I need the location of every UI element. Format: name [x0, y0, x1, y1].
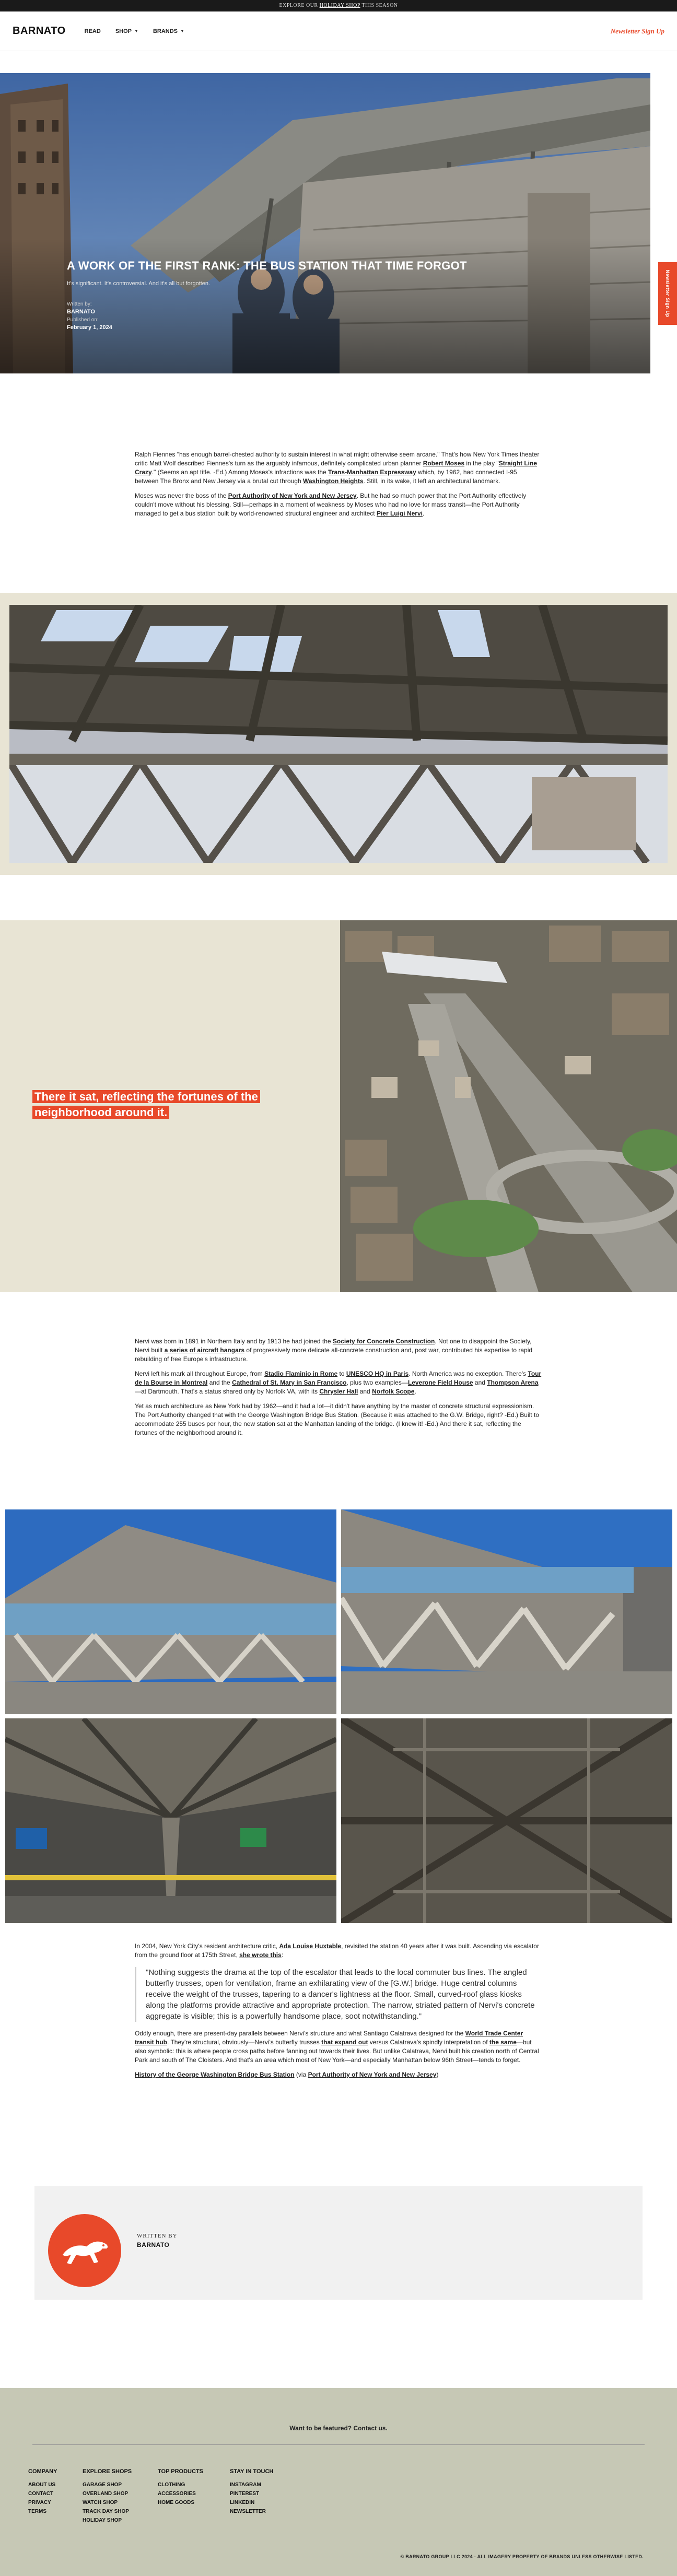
- inline-link[interactable]: a series of aircraft hangars: [164, 1346, 245, 1354]
- closing-paragraph-1: [135, 1942, 542, 1960]
- inline-link[interactable]: Washington Heights: [302, 477, 364, 485]
- nav-brands-label: BRANDS: [153, 28, 178, 34]
- inline-link[interactable]: Straight Line Crazy: [135, 460, 538, 476]
- nav-shop[interactable]: [115, 28, 138, 34]
- paragraph-text: .: [422, 510, 425, 517]
- footer-column-shops: [83, 2467, 132, 2525]
- paragraph-text: Nervi left his mark all throughout Europe, from: [135, 1370, 265, 1377]
- article-title: A WORK OF THE FIRST RANK: THE BUS STATION THAT TIME FORGOT: [67, 259, 467, 272]
- paragraph-text: .: [414, 1388, 416, 1395]
- inline-link[interactable]: the same: [489, 2039, 517, 2046]
- aerial-photo-svg: [340, 920, 677, 1292]
- exterior-left-svg: [5, 1509, 336, 1714]
- author-card: [34, 2186, 643, 2300]
- footer-link[interactable]: GARAGE SHOP: [83, 2482, 122, 2488]
- intro-paragraph-1: [135, 450, 542, 486]
- promo-bar: [0, 0, 677, 11]
- footer-divider: [32, 2444, 645, 2445]
- footer-column-products: [158, 2467, 203, 2507]
- paragraph-text: In 2004, New York City's resident architecture critic,: [135, 1942, 279, 1950]
- inline-link[interactable]: Stadio Flaminio in Rome: [264, 1370, 338, 1377]
- site-footer: [0, 2388, 677, 2576]
- footer-link[interactable]: HOLIDAY SHOP: [83, 2518, 122, 2523]
- footer-heading: COMPANY: [28, 2468, 57, 2475]
- author-name[interactable]: BARNATO: [67, 309, 95, 315]
- nav-shop-label: SHOP: [115, 28, 132, 34]
- inline-link[interactable]: Society for Concrete Construction: [332, 1338, 435, 1345]
- footer-link[interactable]: CONTACT: [28, 2491, 54, 2497]
- footer-heading: STAY IN TOUCH: [230, 2468, 274, 2475]
- body-text: [135, 1337, 542, 1443]
- closing-paragraph-2: [135, 2029, 542, 2065]
- footer-link[interactable]: CLOTHING: [158, 2482, 185, 2488]
- inline-link[interactable]: UNESCO HQ in Paris: [346, 1370, 409, 1377]
- paragraph-text: . North America was no exception. There's: [408, 1370, 528, 1377]
- platform-left-svg: [5, 1718, 336, 1923]
- footer-link[interactable]: INSTAGRAM: [230, 2482, 261, 2488]
- exterior-right-svg: [341, 1509, 672, 1714]
- inline-link[interactable]: History of the George Washington Bridge Bus Station: [135, 2071, 295, 2078]
- promo-text: EXPLORE OUR: [279, 3, 318, 8]
- nav-read-label: READ: [84, 28, 101, 34]
- footer-link[interactable]: ACCESSORIES: [158, 2491, 196, 2497]
- paragraph-text: ): [436, 2071, 439, 2078]
- footer-link[interactable]: WATCH SHOP: [83, 2500, 118, 2505]
- footer-link[interactable]: PRIVACY: [28, 2500, 51, 2505]
- inline-link[interactable]: Port Authority of New York and New Jersey: [228, 492, 357, 499]
- closing-text: [135, 1942, 542, 2085]
- newsletter-side-tab[interactable]: [658, 262, 677, 325]
- inline-link[interactable]: she wrote this: [239, 1951, 282, 1959]
- huxtable-quote: "Nothing suggests the drama at the top of the escalator that leads to the local commuter bus lines. The angled butterfly trusses, open for ventilation, frame an exhilarating view of the [G.W.] bridge. Huge central columns receive the weight of the trusses, tapering to a dancer's lightness at the floor. Small, curved-roof glass kiosks along the platforms provide attractive and appropriate protection. The narrow, striated pattern of Nervi's concrete aggregate is visible; this is a powerfully handsome place, soot notwithstanding.": [135, 1967, 542, 2022]
- exterior-photo-right: [341, 1509, 672, 1714]
- side-tab-label: Newsletter Sign Up: [665, 270, 670, 318]
- inline-link[interactable]: Chrysler Hall: [319, 1388, 358, 1395]
- paragraph-text: in the play ": [464, 460, 499, 467]
- interior-truss-photo: [9, 605, 668, 863]
- footer-link[interactable]: TRACK DAY SHOP: [83, 2509, 129, 2514]
- aerial-photo: [340, 920, 677, 1292]
- featured-cta[interactable]: Want to be featured? Contact us.: [289, 2425, 388, 2432]
- truss-photo-svg: [9, 605, 668, 863]
- inline-link[interactable]: Pier Luigi Nervi: [376, 510, 423, 517]
- pull-quote-text: There it sat, reflecting the fortunes of the neighborhood around it.: [32, 1090, 260, 1119]
- paragraph-text: . Not one to disappoint the Society, Nervi built: [135, 1338, 532, 1354]
- body-paragraph-3: [135, 1402, 542, 1437]
- written-by-label: Written by:: [67, 301, 92, 307]
- nav-brands[interactable]: [153, 28, 184, 34]
- platform-photo-left: [5, 1718, 336, 1923]
- promo-tail: THIS SEASON: [361, 3, 398, 8]
- footer-link[interactable]: TERMS: [28, 2509, 46, 2514]
- footer-heading: EXPLORE SHOPS: [83, 2468, 132, 2475]
- promo-link[interactable]: HOLIDAY SHOP: [319, 3, 360, 8]
- nav-read[interactable]: [85, 28, 101, 34]
- paragraph-text: —at Dartmouth. That's a status shared only by Norfolk VA, with its: [135, 1388, 320, 1395]
- ceiling-truss-svg: [341, 1718, 672, 1923]
- inline-link[interactable]: Port Authority of New York and New Jersey: [308, 2071, 437, 2078]
- footer-heading: TOP PRODUCTS: [158, 2468, 203, 2475]
- paragraph-text: . Still, in its wake, it left an architectural landmark.: [363, 477, 500, 485]
- paragraph-text: . But he had so much power that the Port Authority effectively couldn't move without his blessing. Still—perhaps in a moment of weakness by Moses who had no love for mass transit—the Port Authority managed to get a bus station built by world-renowned structural engineer and architect: [135, 492, 527, 517]
- footer-column-social: [230, 2467, 273, 2516]
- footer-link[interactable]: OVERLAND SHOP: [83, 2491, 129, 2497]
- footer-link[interactable]: NEWSLETTER: [230, 2509, 266, 2514]
- paragraph-text: of progressively more delicate all-concrete construction and, post war, contributed his expertise to rapid rebuilding of free Europe's infrastructure.: [135, 1346, 533, 1363]
- paragraph-text: —but also symbolic: this is where people cross paths before fanning out towards their lives. But unlike Calatrava, Nervi built his creation north of Central Park and south of The Cloisters. And that's an area which most of New York—and especially Manhattan below 96th Street—tends to forget.: [135, 2039, 539, 2064]
- paragraph-text: , plus two examples—: [346, 1379, 408, 1386]
- paragraph-text: versus Calatrava's spindly interpretation of: [368, 2039, 489, 2046]
- paragraph-text: Ralph Fiennes "has enough barrel-chested authority to sustain interest in what might otherwise seem arcane." That's how New York Times theater critic Matt Wolf described Fiennes's turn as the arguably infamous, definitely complicated urban planner: [135, 451, 540, 467]
- paragraph-text: which, by 1962, had connected I-95 between The Bronx and New Jersey via a brutal cut through: [135, 469, 517, 485]
- running-animal-icon: [48, 2214, 121, 2287]
- inline-link[interactable]: Tour de la Bourse in Montreal: [135, 1370, 542, 1386]
- paragraph-text: Nervi was born in 1891 in Northern Italy and by 1913 he had joined the: [135, 1338, 333, 1345]
- paragraph-text: Oddly enough, there are present-day parallels between Nervi's structure and what Santiago Calatrava designed for the: [135, 2030, 465, 2037]
- paragraph-text: and the: [207, 1379, 232, 1386]
- paragraph-text: and: [473, 1379, 487, 1386]
- article-meta: [67, 300, 112, 332]
- paragraph-text: :: [281, 1951, 284, 1959]
- intro-text: [135, 450, 542, 524]
- inline-link[interactable]: Trans-Manhattan Expressway: [328, 469, 416, 476]
- intro-paragraph-2: [135, 491, 542, 518]
- source-citation: [135, 2070, 542, 2079]
- pull-quote: [32, 1089, 262, 1120]
- exterior-photo-left: [5, 1509, 336, 1714]
- ceiling-truss-photo: [341, 1718, 672, 1923]
- author-avatar: [48, 2214, 121, 2287]
- body-paragraph-1: [135, 1337, 542, 1364]
- footer-link[interactable]: ABOUT US: [28, 2482, 56, 2488]
- article-subtitle: It's significant. It's controversial. And it's all but forgotten.: [67, 280, 211, 287]
- inline-link[interactable]: Ada Louise Huxtable: [279, 1942, 342, 1950]
- footer-link[interactable]: LINKEDIN: [230, 2500, 255, 2505]
- chevron-down-icon: ▼: [180, 29, 184, 33]
- paragraph-text: and: [358, 1388, 372, 1395]
- inline-link[interactable]: Norfolk Scope: [372, 1388, 415, 1395]
- body-paragraph-2: [135, 1369, 542, 1396]
- inline-link[interactable]: that expand out: [321, 2039, 368, 2046]
- paragraph-text: . They're structural, obviously—Nervi's butterfly trusses: [167, 2039, 322, 2046]
- paragraph-text: Moses was never the boss of the: [135, 492, 228, 499]
- inline-link[interactable]: World Trade Center transit hub: [135, 2030, 523, 2046]
- newsletter-signup-link[interactable]: Newsletter Sign Up: [610, 27, 664, 35]
- paragraph-text: (via: [294, 2071, 308, 2078]
- copyright: © BARNATO GROUP LLC 2024 - ALL IMAGERY PROPERTY OF BRANDS UNLESS OTHERWISE LISTED.: [400, 2554, 644, 2559]
- logo[interactable]: BARNATO: [13, 25, 66, 37]
- chevron-down-icon: ▼: [134, 29, 138, 33]
- paragraph-text: Yet as much architecture as New York had by 1962—and it had a lot—it didn't have anything by the master of concrete structural expressionism. The Port Authority changed that with the George Washington Bridge Bus Station. (Because it was attached to the G.W. Bridge, right? -Ed.) Built to accommodate 255 buses per hour, the new station sat at the Manhattan landing of the bridge. (I knew it! -Ed.) And there it sat, reflecting the fortunes of the neighborhood around it.: [135, 1402, 539, 1436]
- footer-link[interactable]: PINTEREST: [230, 2491, 260, 2497]
- inline-link[interactable]: Robert Moses: [423, 460, 465, 467]
- paragraph-text: , revisited the station 40 years after it was built. Ascending via escalator from the ground floor at 175th Street,: [135, 1942, 539, 1959]
- paragraph-text: to: [337, 1370, 346, 1377]
- inline-link[interactable]: Leverone Field House: [407, 1379, 473, 1386]
- published-label: Published on:: [67, 317, 99, 323]
- written-by-caption: WRITTEN BY: [137, 2233, 178, 2239]
- footer-link[interactable]: HOME GOODS: [158, 2500, 195, 2505]
- publish-date: February 1, 2024: [67, 324, 112, 331]
- inline-link[interactable]: Cathedral of St. Mary in San Francisco: [232, 1379, 347, 1386]
- writer-name[interactable]: BARNATO: [137, 2241, 170, 2249]
- inline-link[interactable]: Thompson Arena: [487, 1379, 539, 1386]
- top-navigation: [0, 11, 677, 51]
- paragraph-text: ." (Seems an apt title. -Ed.) Among Moses's infractions was the: [151, 469, 329, 476]
- footer-column-company: [28, 2467, 57, 2516]
- hero-image: [0, 73, 650, 373]
